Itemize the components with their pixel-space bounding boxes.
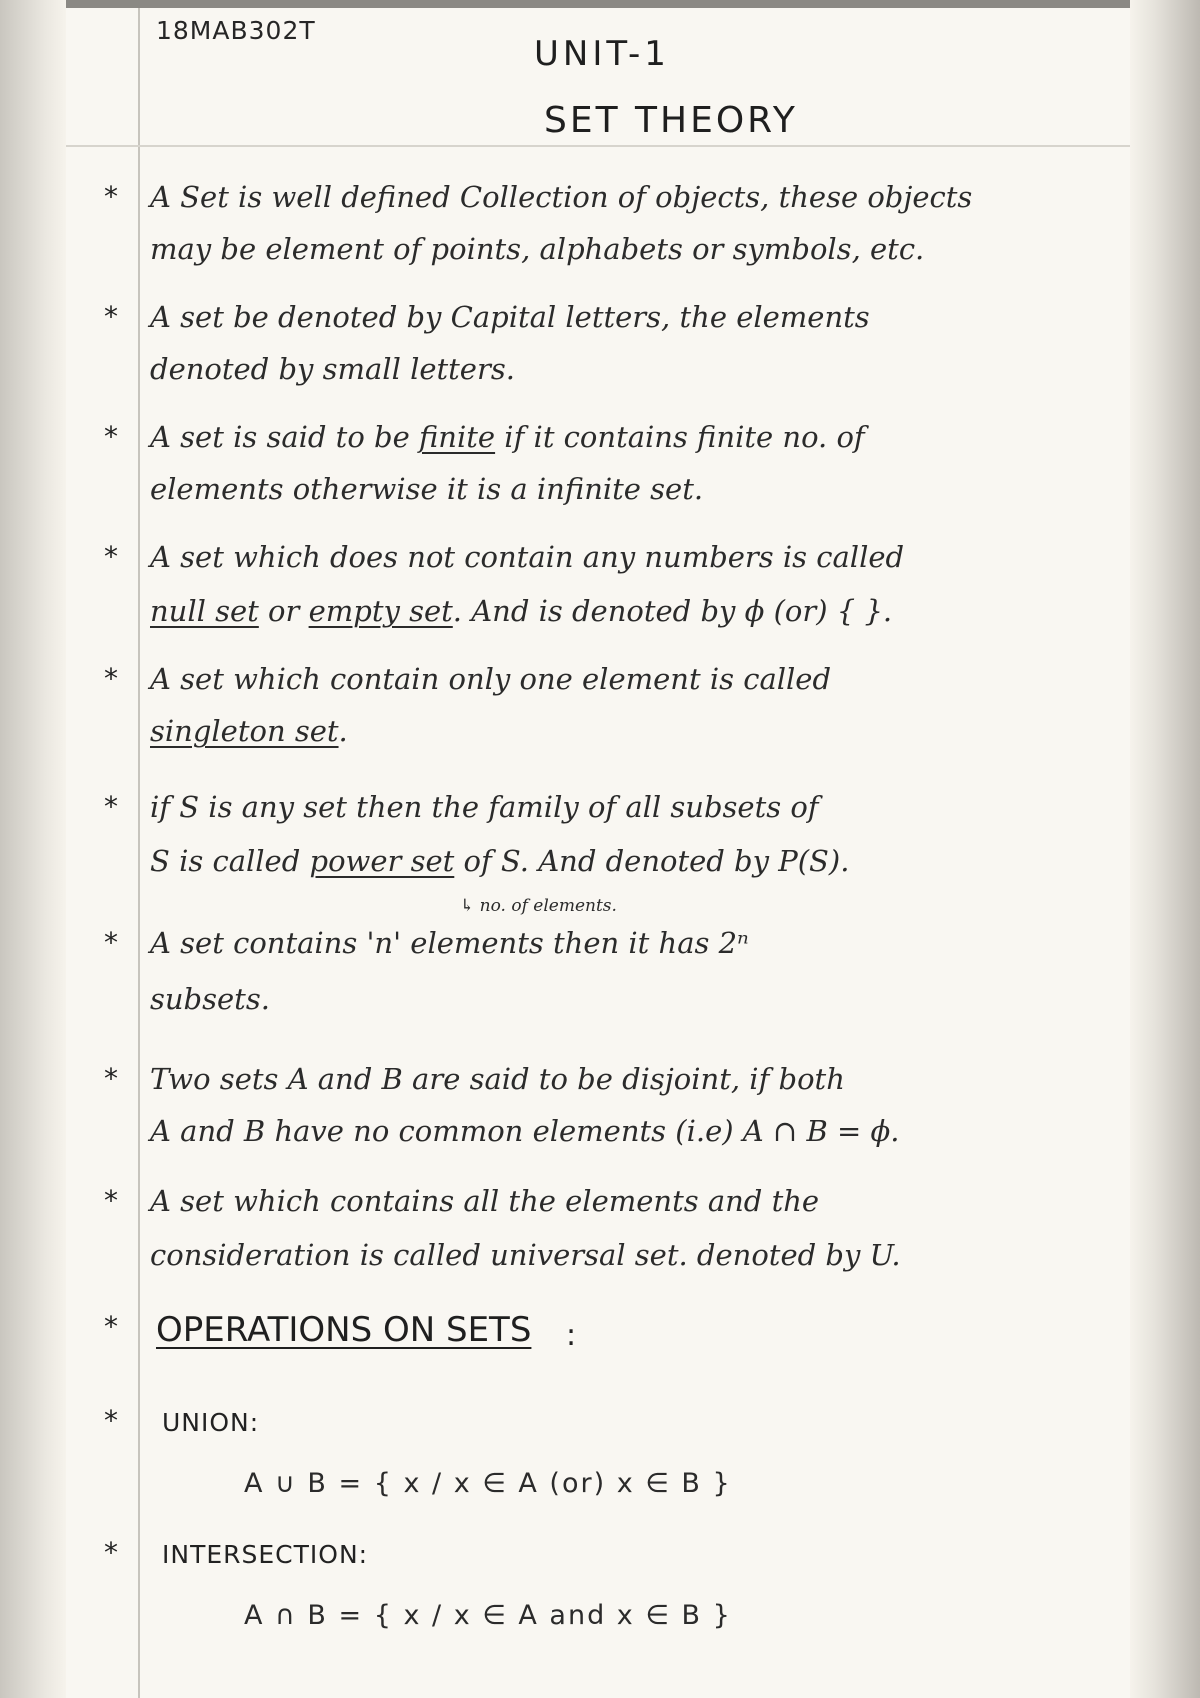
heading-colon: : xyxy=(566,1318,577,1353)
bullet-star: * xyxy=(104,540,118,573)
paragraph-line: elements otherwise it is a infinite set. xyxy=(150,472,704,506)
section-heading: OPERATIONS ON SETS xyxy=(156,1310,532,1350)
paragraph-line: S is called power set of S. And denoted by P(S). xyxy=(150,844,850,878)
bullet-star: * xyxy=(104,926,118,959)
bullet-star: * xyxy=(104,1536,118,1569)
bullet-star: * xyxy=(104,1404,118,1437)
bullet-star: * xyxy=(104,1310,118,1343)
bullet-star: * xyxy=(104,1062,118,1095)
paragraph-line: A set which contain only one element is called xyxy=(150,662,832,696)
term-empty-set: empty set xyxy=(308,594,453,628)
header-rule xyxy=(66,145,1130,147)
paragraph-line: A set contains 'n' elements then it has 2ⁿ xyxy=(150,926,749,960)
paragraph-line: singleton set. xyxy=(150,714,348,748)
paragraph-line: subsets. xyxy=(150,982,270,1016)
bullet-star: * xyxy=(104,1184,118,1217)
bullet-star: * xyxy=(104,790,118,823)
paragraph-line: if S is any set then the family of all subsets of xyxy=(150,790,819,824)
paragraph-line: denoted by small letters. xyxy=(150,352,515,386)
margin-note: ↳ no. of elements. xyxy=(460,896,617,916)
term-singleton-set: singleton set xyxy=(150,714,339,748)
paragraph-line: A set which contains all the elements and the xyxy=(150,1184,820,1218)
paragraph-line: Two sets A and B are said to be disjoint, if both xyxy=(150,1062,845,1096)
bullet-star: * xyxy=(104,300,118,333)
intersection-formula: A ∩ B = { x / x ∈ A and x ∈ B } xyxy=(244,1600,732,1631)
page-shadow-left xyxy=(0,0,66,1698)
term-null-set: null set xyxy=(150,594,259,628)
paragraph-line: A and B have no common elements (i.e) A ∩ B = ϕ. xyxy=(150,1114,900,1148)
union-formula: A ∪ B = { x / x ∈ A (or) x ∈ B } xyxy=(244,1468,732,1499)
paragraph-line: may be element of points, alphabets or symbols, etc. xyxy=(150,232,925,266)
margin-line xyxy=(138,8,140,1698)
page-shadow-right xyxy=(1130,0,1200,1698)
page-title: SET THEORY xyxy=(544,100,798,141)
paragraph-line: A set be denoted by Capital letters, the elements xyxy=(150,300,870,334)
intersection-label: INTERSECTION: xyxy=(162,1540,369,1569)
paragraph-line: consideration is called universal set. denoted by U. xyxy=(150,1238,901,1272)
paragraph-line: A Set is well defined Collection of objects, these objects xyxy=(150,180,973,214)
bullet-star: * xyxy=(104,420,118,453)
paragraph-line: null set or empty set. And is denoted by ϕ (or) { }. xyxy=(150,594,893,628)
unit-title: UNIT-1 xyxy=(534,34,670,74)
term-finite: finite xyxy=(418,420,496,454)
course-code: 18MAB302T xyxy=(156,16,316,45)
term-power-set: power set xyxy=(309,844,455,878)
bullet-star: * xyxy=(104,180,118,213)
union-label: UNION: xyxy=(162,1408,260,1437)
paragraph-line: A set is said to be finite if it contains finite no. of xyxy=(150,420,865,454)
bullet-star: * xyxy=(104,662,118,695)
page-top-edge xyxy=(66,0,1130,8)
paragraph-line: A set which does not contain any numbers is called xyxy=(150,540,905,574)
